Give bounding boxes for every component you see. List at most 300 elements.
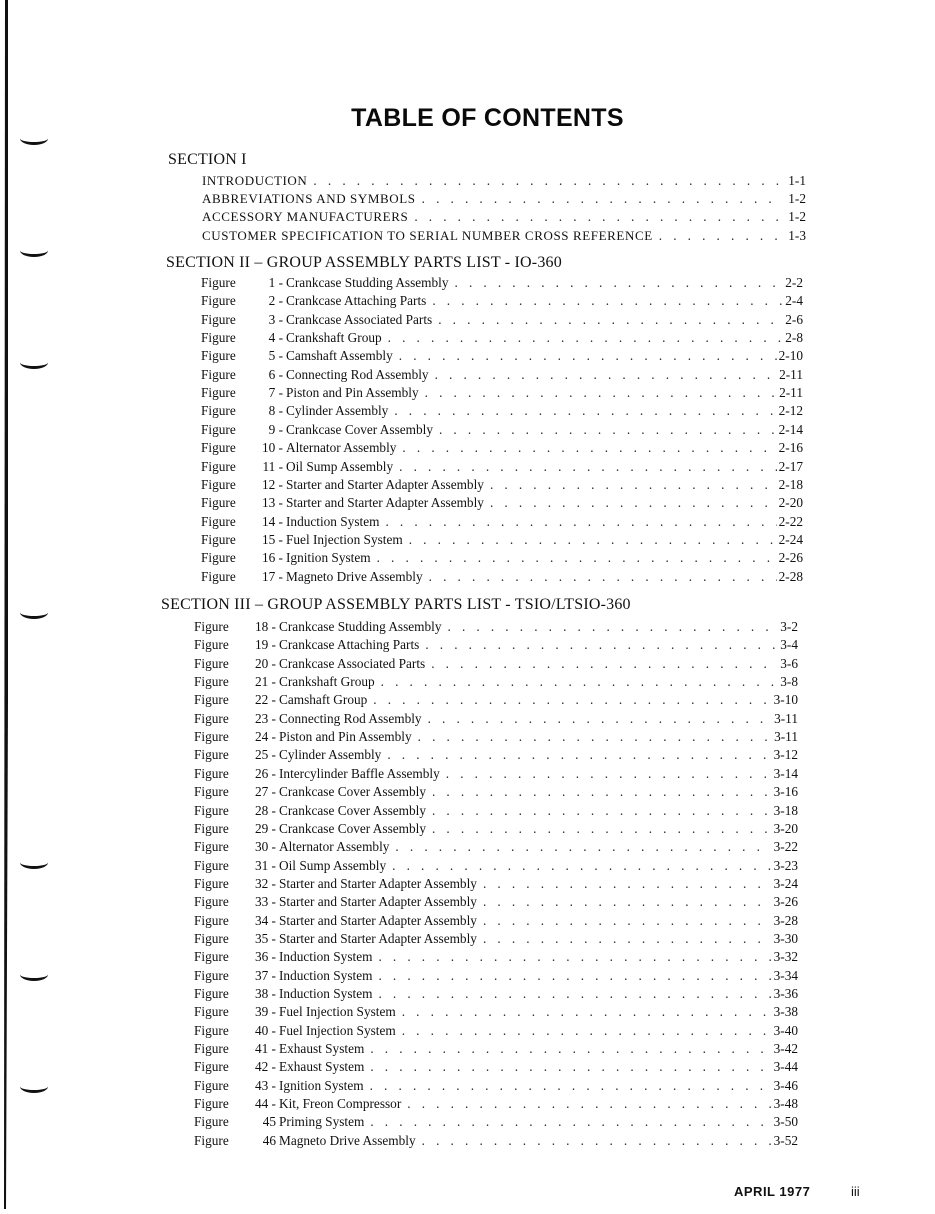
toc-entry[interactable] bbox=[202, 209, 806, 227]
figure-title: Crankshaft Group bbox=[286, 330, 382, 346]
figure-title: Crankcase Cover Assembly bbox=[279, 784, 426, 800]
figure-number: 2 - bbox=[268, 293, 283, 309]
figure-page: 3-2 bbox=[780, 619, 798, 634]
toc-entry-page: 1-3 bbox=[788, 227, 806, 243]
figure-title: Ignition System bbox=[286, 550, 371, 566]
figure-word: Figure bbox=[194, 1132, 229, 1148]
figure-entry[interactable] bbox=[194, 674, 798, 692]
page-title: TABLE OF CONTENTS bbox=[351, 104, 624, 132]
figure-number: 38 - bbox=[254, 986, 276, 1001]
figure-page: 2-12 bbox=[778, 403, 803, 419]
punch-hole-mark bbox=[20, 244, 48, 257]
dot-leader bbox=[402, 1004, 772, 1020]
dot-leader bbox=[370, 1059, 771, 1075]
dot-leader bbox=[407, 1096, 771, 1112]
figure-entry[interactable] bbox=[201, 495, 803, 513]
figure-number: 46 bbox=[262, 1132, 276, 1148]
figure-entry[interactable] bbox=[194, 821, 798, 839]
figure-word: Figure bbox=[201, 531, 236, 547]
dot-leader bbox=[483, 876, 772, 892]
figure-number: 9 - bbox=[268, 421, 283, 437]
figure-page: 3-26 bbox=[773, 894, 798, 910]
figure-entry[interactable] bbox=[201, 514, 803, 532]
figure-page: 2-2 bbox=[785, 275, 803, 290]
figure-entry[interactable] bbox=[194, 619, 798, 637]
figure-entry[interactable] bbox=[194, 1059, 798, 1077]
figure-word: Figure bbox=[194, 986, 229, 1001]
footer-date: APRIL 1977 bbox=[734, 1184, 811, 1199]
figure-title: Kit, Freon Compressor bbox=[279, 1096, 402, 1112]
dot-leader bbox=[370, 1078, 772, 1094]
figure-word: Figure bbox=[194, 967, 229, 983]
figure-entry[interactable] bbox=[201, 440, 803, 458]
dot-leader bbox=[659, 228, 783, 244]
dot-leader bbox=[448, 619, 779, 635]
figure-title: Intercylinder Baffle Assembly bbox=[279, 765, 440, 781]
dot-leader bbox=[435, 367, 778, 383]
figure-entry[interactable] bbox=[194, 637, 798, 655]
dot-leader bbox=[428, 711, 773, 727]
figure-number: 39 - bbox=[254, 1004, 276, 1020]
figure-title: Cylinder Assembly bbox=[286, 403, 389, 419]
figure-page: 2-16 bbox=[778, 440, 803, 456]
figure-word: Figure bbox=[201, 440, 236, 456]
figure-entry[interactable] bbox=[194, 1096, 798, 1114]
dot-leader bbox=[425, 637, 778, 653]
punch-hole-mark bbox=[20, 856, 48, 869]
figure-title: Starter and Starter Adapter Assembly bbox=[286, 476, 484, 492]
figure-word: Figure bbox=[194, 674, 229, 690]
figure-title: Magneto Drive Assembly bbox=[279, 1132, 416, 1148]
figure-title: Starter and Starter Adapter Assembly bbox=[279, 894, 477, 910]
figure-number: 10 - bbox=[261, 440, 283, 456]
dot-leader bbox=[422, 1133, 772, 1149]
dot-leader bbox=[385, 514, 776, 530]
footer-page-number: iii bbox=[851, 1184, 860, 1199]
dot-leader bbox=[432, 784, 772, 800]
figure-title: Magneto Drive Assembly bbox=[286, 568, 423, 584]
figure-page: 2-10 bbox=[778, 348, 803, 364]
figure-word: Figure bbox=[201, 366, 236, 382]
dot-leader bbox=[483, 894, 772, 910]
figure-word: Figure bbox=[194, 729, 229, 745]
figure-number: 19 - bbox=[254, 637, 276, 653]
figure-word: Figure bbox=[194, 619, 229, 634]
dot-leader bbox=[490, 477, 777, 493]
figure-title: Induction System bbox=[279, 967, 373, 983]
figure-number: 21 - bbox=[254, 674, 276, 690]
dot-leader bbox=[399, 348, 777, 364]
figure-title: Crankcase Associated Parts bbox=[279, 655, 426, 671]
figure-word: Figure bbox=[194, 912, 229, 928]
figure-entry[interactable] bbox=[194, 711, 798, 729]
figure-word: Figure bbox=[194, 655, 229, 671]
figure-number: 23 - bbox=[254, 710, 276, 726]
toc-entry-label: ABBREVIATIONS AND SYMBOLS bbox=[202, 191, 416, 207]
figure-word: Figure bbox=[194, 692, 229, 708]
figure-title: Oil Sump Assembly bbox=[286, 458, 394, 474]
figure-title: Camshaft Assembly bbox=[286, 348, 393, 364]
figure-number: 43 - bbox=[254, 1077, 276, 1093]
figure-title: Crankcase Attaching Parts bbox=[279, 637, 420, 653]
dot-leader bbox=[483, 913, 772, 929]
figure-entry[interactable] bbox=[194, 784, 798, 802]
figure-page: 3-18 bbox=[773, 802, 798, 818]
figure-title: Piston and Pin Assembly bbox=[286, 385, 419, 401]
figure-word: Figure bbox=[194, 637, 229, 653]
figure-page: 3-50 bbox=[773, 1114, 798, 1130]
figure-word: Figure bbox=[201, 311, 236, 327]
figure-word: Figure bbox=[194, 1041, 229, 1057]
figure-page: 3-6 bbox=[780, 655, 798, 671]
figure-number: 31 - bbox=[254, 857, 276, 873]
figure-number: 16 - bbox=[261, 550, 283, 566]
figure-number: 41 - bbox=[254, 1041, 276, 1057]
figure-number: 45 bbox=[262, 1114, 276, 1130]
figure-title: Starter and Starter Adapter Assembly bbox=[279, 912, 477, 928]
dot-leader bbox=[395, 839, 771, 855]
figure-word: Figure bbox=[201, 550, 236, 566]
figure-page: 2-11 bbox=[779, 385, 803, 401]
figure-word: Figure bbox=[194, 1096, 229, 1112]
figure-number: 29 - bbox=[254, 820, 276, 836]
dot-leader bbox=[388, 330, 784, 346]
figure-page: 3-46 bbox=[773, 1077, 798, 1093]
figure-page: 3-24 bbox=[773, 875, 798, 891]
figure-entry[interactable] bbox=[194, 894, 798, 912]
figure-page: 3-34 bbox=[773, 967, 798, 983]
figure-entry[interactable] bbox=[201, 348, 803, 366]
figure-number: 36 - bbox=[254, 949, 276, 965]
figure-entry[interactable] bbox=[201, 550, 803, 568]
figure-entry[interactable] bbox=[194, 747, 798, 765]
figure-title: Piston and Pin Assembly bbox=[279, 729, 412, 745]
punch-hole-mark bbox=[20, 356, 48, 369]
figure-title: Exhaust System bbox=[279, 1041, 365, 1057]
figure-number: 35 - bbox=[254, 930, 276, 946]
dot-leader bbox=[432, 803, 772, 819]
figure-entry[interactable] bbox=[194, 803, 798, 821]
figure-word: Figure bbox=[201, 385, 236, 401]
figure-word: Figure bbox=[194, 875, 229, 891]
figure-page: 3-48 bbox=[773, 1096, 798, 1112]
figure-entry[interactable] bbox=[201, 275, 803, 293]
figure-word: Figure bbox=[194, 839, 229, 855]
figure-entry[interactable] bbox=[194, 1078, 798, 1096]
figure-number: 34 - bbox=[254, 912, 276, 928]
figure-number: 24 - bbox=[254, 729, 276, 745]
section-1-heading: SECTION I bbox=[168, 151, 247, 168]
figure-title: Camshaft Group bbox=[279, 692, 368, 708]
toc-entry-page: 1-2 bbox=[788, 191, 806, 207]
figure-word: Figure bbox=[194, 894, 229, 910]
figure-number: 37 - bbox=[254, 967, 276, 983]
figure-page: 3-22 bbox=[773, 839, 798, 855]
dot-leader bbox=[370, 1114, 771, 1130]
figure-entry[interactable] bbox=[201, 330, 803, 348]
figure-page: 3-10 bbox=[773, 692, 798, 708]
figure-entry[interactable] bbox=[194, 1041, 798, 1059]
figure-entry[interactable] bbox=[194, 913, 798, 931]
figure-title: Fuel Injection System bbox=[286, 531, 403, 547]
figure-page: 3-11 bbox=[774, 710, 798, 726]
dot-leader bbox=[399, 459, 776, 475]
figure-page: 3-8 bbox=[780, 674, 798, 690]
figure-entry[interactable] bbox=[194, 931, 798, 949]
figure-page: 3-40 bbox=[773, 1022, 798, 1038]
figure-title: Induction System bbox=[279, 949, 373, 965]
figure-title: Starter and Starter Adapter Assembly bbox=[279, 930, 477, 946]
figure-page: 2-28 bbox=[778, 568, 803, 584]
figure-entry[interactable] bbox=[194, 692, 798, 710]
figure-title: Starter and Starter Adapter Assembly bbox=[286, 495, 484, 511]
figure-title: Induction System bbox=[286, 513, 380, 529]
dot-leader bbox=[409, 532, 777, 548]
figure-number: 11 - bbox=[262, 458, 283, 474]
figure-entry[interactable] bbox=[194, 656, 798, 674]
figure-number: 42 - bbox=[254, 1059, 276, 1075]
figure-page: 3-11 bbox=[774, 729, 798, 745]
figure-word: Figure bbox=[201, 495, 236, 511]
figure-page: 3-44 bbox=[773, 1059, 798, 1075]
figure-page: 3-38 bbox=[773, 1004, 798, 1020]
figure-number: 7 - bbox=[268, 385, 283, 401]
figure-title: Induction System bbox=[279, 986, 373, 1001]
toc-entry[interactable] bbox=[202, 191, 806, 209]
figure-title: Crankshaft Group bbox=[279, 674, 375, 690]
figure-word: Figure bbox=[194, 1004, 229, 1020]
figure-entry[interactable] bbox=[201, 312, 803, 330]
figure-entry[interactable] bbox=[201, 459, 803, 477]
punch-hole-mark bbox=[20, 606, 48, 619]
toc-entry-label: INTRODUCTION bbox=[202, 173, 308, 188]
figure-word: Figure bbox=[201, 403, 236, 419]
toc-entry-page: 1-1 bbox=[788, 173, 806, 188]
toc-entry[interactable] bbox=[202, 228, 806, 246]
punch-hole-mark bbox=[20, 132, 48, 145]
figure-entry[interactable] bbox=[194, 949, 798, 967]
figure-word: Figure bbox=[201, 348, 236, 364]
figure-page: 3-32 bbox=[773, 949, 798, 965]
figure-word: Figure bbox=[194, 1059, 229, 1075]
dot-leader bbox=[402, 1023, 772, 1039]
figure-title: Oil Sump Assembly bbox=[279, 857, 387, 873]
figure-title: Fuel Injection System bbox=[279, 1004, 396, 1020]
figure-word: Figure bbox=[201, 513, 236, 529]
figure-number: 4 - bbox=[268, 330, 283, 346]
figure-word: Figure bbox=[201, 458, 236, 474]
figure-word: Figure bbox=[201, 568, 236, 584]
figure-number: 15 - bbox=[261, 531, 283, 547]
figure-entry[interactable] bbox=[194, 876, 798, 894]
figure-page: 2-14 bbox=[778, 421, 803, 437]
figure-number: 5 - bbox=[268, 348, 283, 364]
binding-edge bbox=[3, 0, 9, 1209]
dot-leader bbox=[381, 674, 779, 690]
figure-number: 25 - bbox=[254, 747, 276, 763]
figure-title: Crankcase Studding Assembly bbox=[286, 275, 449, 290]
dot-leader bbox=[370, 1041, 771, 1057]
figure-title: Cylinder Assembly bbox=[279, 747, 382, 763]
figure-number: 13 - bbox=[261, 495, 283, 511]
figure-page: 2-22 bbox=[778, 513, 803, 529]
dot-leader bbox=[373, 692, 771, 708]
punch-hole-mark bbox=[20, 1080, 48, 1093]
dot-leader bbox=[378, 949, 771, 965]
figure-number: 14 - bbox=[261, 513, 283, 529]
figure-title: Alternator Assembly bbox=[286, 440, 397, 456]
dot-leader bbox=[490, 495, 777, 511]
figure-page: 3-36 bbox=[773, 986, 798, 1001]
figure-title: Connecting Rod Assembly bbox=[286, 366, 429, 382]
figure-word: Figure bbox=[194, 1077, 229, 1093]
figure-title: Alternator Assembly bbox=[279, 839, 390, 855]
figure-page: 3-52 bbox=[773, 1132, 798, 1148]
figure-word: Figure bbox=[194, 820, 229, 836]
figure-word: Figure bbox=[194, 710, 229, 726]
figure-number: 1 - bbox=[268, 275, 283, 290]
figure-entry[interactable] bbox=[201, 367, 803, 385]
figure-number: 12 - bbox=[261, 476, 283, 492]
figure-title: Crankcase Studding Assembly bbox=[279, 619, 442, 634]
toc-entry-page: 1-2 bbox=[788, 209, 806, 225]
punch-hole-mark bbox=[20, 968, 48, 981]
figure-number: 17 - bbox=[261, 568, 283, 584]
section-2-heading: SECTION II – GROUP ASSEMBLY PARTS LIST - IO-360 bbox=[166, 254, 562, 271]
figure-entry[interactable] bbox=[194, 986, 798, 1004]
dot-leader bbox=[425, 385, 777, 401]
figure-page: 3-28 bbox=[773, 912, 798, 928]
figure-entry[interactable] bbox=[194, 1114, 798, 1132]
figure-title: Crankcase Associated Parts bbox=[286, 311, 433, 327]
dot-leader bbox=[429, 569, 777, 585]
figure-entry[interactable] bbox=[201, 403, 803, 421]
figure-title: Crankcase Cover Assembly bbox=[279, 802, 426, 818]
figure-page: 3-42 bbox=[773, 1041, 798, 1057]
figure-entry[interactable] bbox=[194, 839, 798, 857]
figure-entry[interactable] bbox=[194, 968, 798, 986]
figure-entry[interactable] bbox=[201, 477, 803, 495]
figure-title: Exhaust System bbox=[279, 1059, 365, 1075]
figure-word: Figure bbox=[201, 330, 236, 346]
figure-title: Crankcase Cover Assembly bbox=[286, 421, 433, 437]
figure-entry[interactable] bbox=[201, 569, 803, 587]
figure-word: Figure bbox=[194, 1022, 229, 1038]
figure-page: 2-8 bbox=[785, 330, 803, 346]
dot-leader bbox=[455, 275, 784, 291]
dot-leader bbox=[313, 173, 782, 189]
figure-entry[interactable] bbox=[194, 1004, 798, 1022]
figure-page: 3-4 bbox=[780, 637, 798, 653]
dot-leader bbox=[377, 550, 777, 566]
figure-number: 20 - bbox=[254, 655, 276, 671]
figure-number: 44 - bbox=[254, 1096, 276, 1112]
figure-word: Figure bbox=[194, 784, 229, 800]
figure-word: Figure bbox=[194, 747, 229, 763]
figure-number: 3 - bbox=[268, 311, 283, 327]
figure-page: 2-26 bbox=[778, 550, 803, 566]
figure-page: 3-12 bbox=[773, 747, 798, 763]
figure-page: 2-11 bbox=[779, 366, 803, 382]
figure-title: Starter and Starter Adapter Assembly bbox=[279, 875, 477, 891]
dot-leader bbox=[422, 191, 783, 207]
dot-leader bbox=[438, 312, 783, 328]
figure-page: 2-6 bbox=[785, 311, 803, 327]
dot-leader bbox=[394, 403, 776, 419]
figure-page: 3-23 bbox=[773, 857, 798, 873]
figure-number: 32 - bbox=[254, 875, 276, 891]
figure-word: Figure bbox=[194, 930, 229, 946]
figure-page: 3-16 bbox=[773, 784, 798, 800]
dot-leader bbox=[392, 858, 771, 874]
figure-title: Priming System bbox=[279, 1114, 365, 1130]
section-3-heading: SECTION III – GROUP ASSEMBLY PARTS LIST - TSIO/LTSIO-360 bbox=[161, 596, 631, 613]
figure-page: 3-30 bbox=[773, 930, 798, 946]
figure-page: 2-17 bbox=[778, 458, 803, 474]
figure-entry[interactable] bbox=[201, 293, 803, 311]
toc-entry[interactable] bbox=[202, 173, 806, 191]
figure-number: 18 - bbox=[254, 619, 276, 634]
figure-entry[interactable] bbox=[194, 1133, 798, 1151]
figure-entry[interactable] bbox=[194, 858, 798, 876]
figure-word: Figure bbox=[201, 476, 236, 492]
figure-page: 2-24 bbox=[778, 531, 803, 547]
dot-leader bbox=[483, 931, 772, 947]
figure-entry[interactable] bbox=[194, 766, 798, 784]
dot-leader bbox=[378, 968, 771, 984]
dot-leader bbox=[439, 422, 777, 438]
figure-number: 22 - bbox=[254, 692, 276, 708]
figure-title: Crankcase Attaching Parts bbox=[286, 293, 427, 309]
figure-word: Figure bbox=[194, 765, 229, 781]
figure-number: 27 - bbox=[254, 784, 276, 800]
figure-entry[interactable] bbox=[201, 532, 803, 550]
figure-entry[interactable] bbox=[201, 385, 803, 403]
figure-number: 33 - bbox=[254, 894, 276, 910]
figure-number: 30 - bbox=[254, 839, 276, 855]
figure-page: 2-18 bbox=[778, 476, 803, 492]
dot-leader bbox=[446, 766, 772, 782]
figure-title: Ignition System bbox=[279, 1077, 364, 1093]
toc-entry-label: ACCESSORY MANUFACTURERS bbox=[202, 209, 409, 225]
dot-leader bbox=[418, 729, 772, 745]
toc-entry-label: CUSTOMER SPECIFICATION TO SERIAL NUMBER CROSS REFERENCE bbox=[202, 227, 653, 243]
dot-leader bbox=[431, 656, 778, 672]
figure-page: 3-20 bbox=[773, 820, 798, 836]
dot-leader bbox=[378, 986, 771, 1002]
figure-entry[interactable] bbox=[194, 729, 798, 747]
figure-number: 40 - bbox=[254, 1022, 276, 1038]
figure-page: 2-4 bbox=[785, 293, 803, 309]
figure-word: Figure bbox=[194, 802, 229, 818]
figure-number: 26 - bbox=[254, 765, 276, 781]
dot-leader bbox=[414, 209, 782, 225]
dot-leader bbox=[402, 440, 776, 456]
figure-number: 28 - bbox=[254, 802, 276, 818]
figure-word: Figure bbox=[194, 857, 229, 873]
dot-leader bbox=[387, 747, 771, 763]
figure-entry[interactable] bbox=[201, 422, 803, 440]
figure-word: Figure bbox=[194, 949, 229, 965]
figure-page: 3-14 bbox=[773, 765, 798, 781]
figure-number: 8 - bbox=[268, 403, 283, 419]
figure-word: Figure bbox=[201, 293, 236, 309]
figure-title: Fuel Injection System bbox=[279, 1022, 396, 1038]
figure-entry[interactable] bbox=[194, 1023, 798, 1041]
figure-word: Figure bbox=[194, 1114, 229, 1130]
figure-title: Crankcase Cover Assembly bbox=[279, 820, 426, 836]
figure-page: 2-20 bbox=[778, 495, 803, 511]
